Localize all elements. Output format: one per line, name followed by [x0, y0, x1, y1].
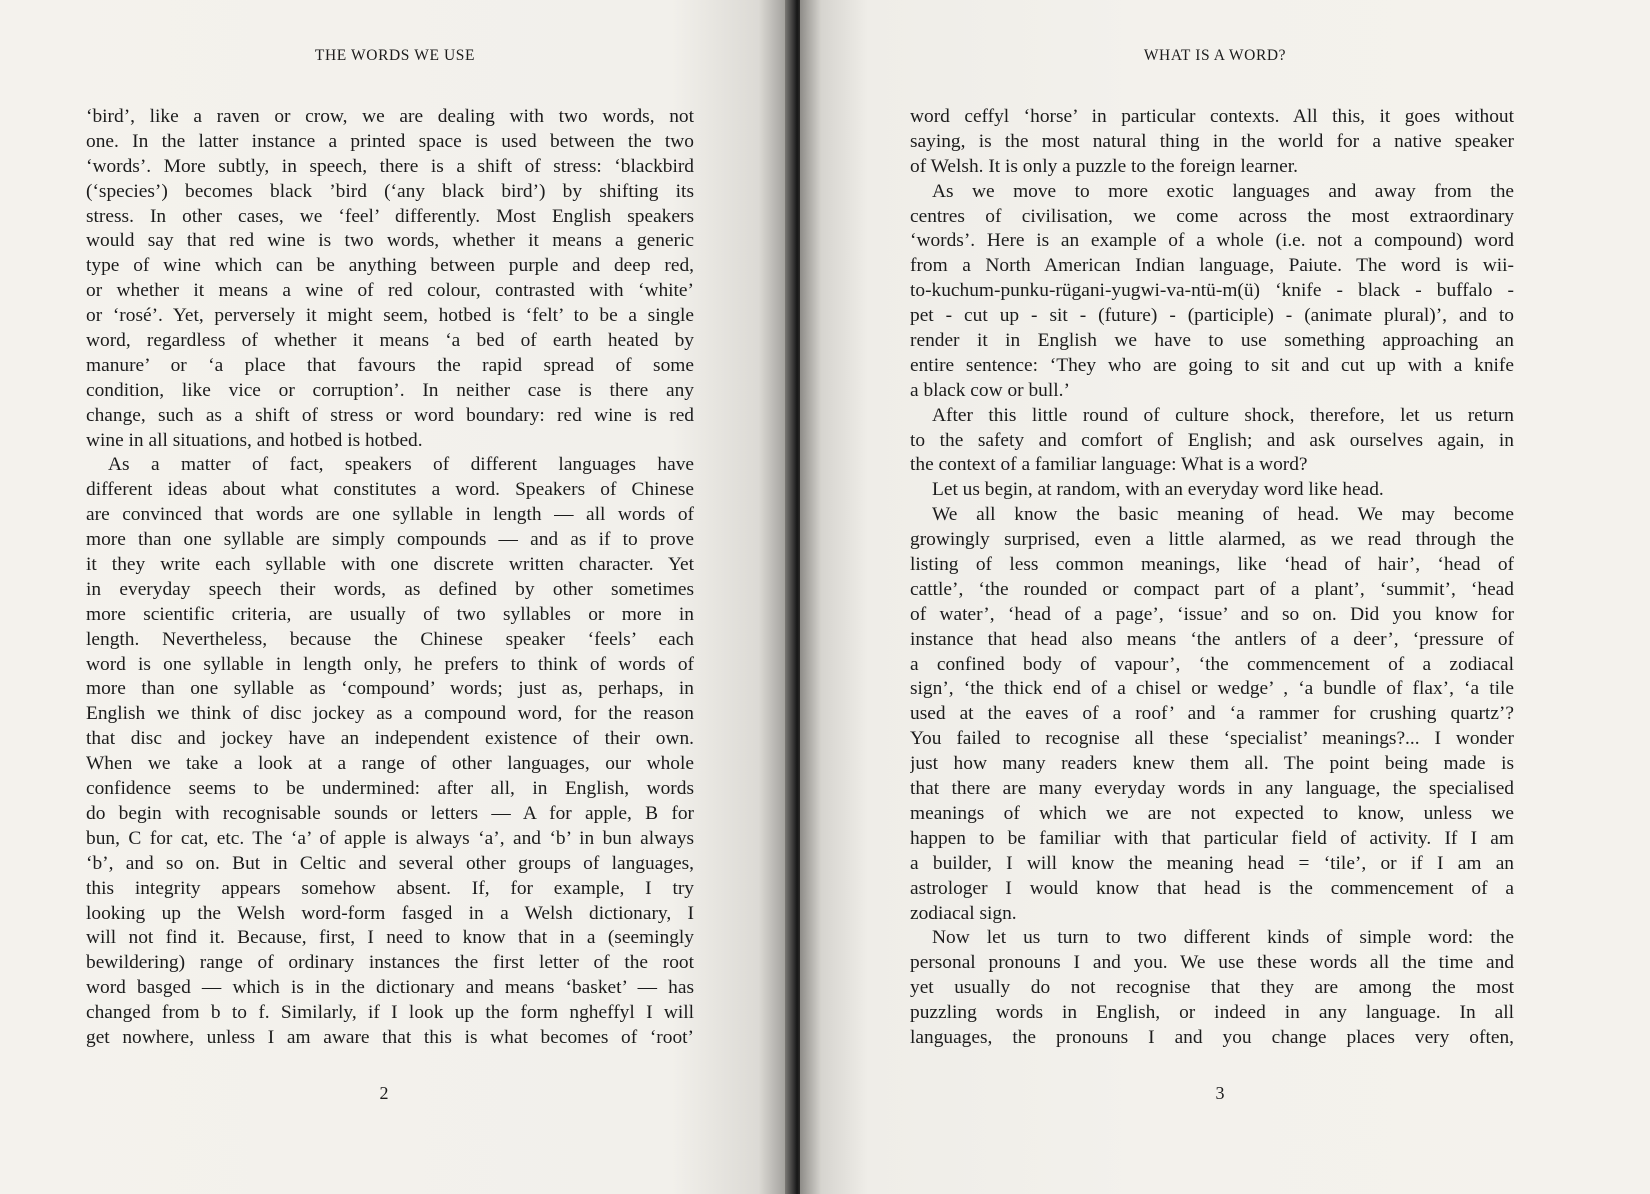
text-line: get nowhere, unless I am aware that this is what becomes of ‘root’ [86, 1026, 694, 1048]
text-line: changed from b to f. Similarly, if I look up the form ngheffyl I will [86, 1002, 694, 1024]
text-line: or whether it means a wine of red colour, contrasted with ‘white’ [86, 280, 694, 302]
text-line: languages, the pronouns I and you change places very often, [910, 1026, 1514, 1048]
text-line: instance that head also means ‘the antlers of a deer’, ‘pressure of [910, 628, 1514, 650]
text-line: ‘words’. More subtly, in speech, there is a shift of stress: ‘blackbird [86, 155, 694, 177]
text-line: bewildering) range of ordinary instances the first letter of the root [86, 952, 694, 974]
text-line: looking up the Welsh word-form fasged in a Welsh dictionary, I [86, 902, 694, 924]
text-line: or ‘rosé’. Yet, perversely it might seem, hotbed is ‘felt’ to be a single [86, 305, 694, 327]
text-line: After this little round of culture shock, therefore, let us return [932, 404, 1514, 426]
text-line: condition, like vice or corruption’. In neither case is there any [86, 379, 694, 401]
text-line: ‘words’. Here is an example of a whole (i.e. not a compound) word [910, 230, 1514, 252]
text-line: happen to be familiar with that particular field of activity. If I am [910, 827, 1514, 849]
text-line: wine in all situations, and hotbed is hotbed. [86, 429, 423, 451]
text-line: of Welsh. It is only a puzzle to the foreign learner. [910, 155, 1298, 177]
text-line: more than one syllable are simply compounds — and as if to prove [86, 529, 694, 551]
text-line: sign’, ‘the thick end of a chisel or wedge’ , ‘a bundle of flax’, ‘a tile [910, 678, 1514, 700]
text-line: to-kuchum-punku-rügani-yugwi-va-ntü-m(ü) ‘knife - black - buffalo - [910, 280, 1514, 302]
text-line: different ideas about what constitutes a word. Speakers of Chinese [86, 479, 694, 501]
text-line: ‘bird’, like a raven or crow, we are dealing with two words, not [86, 106, 694, 127]
right-page-text [910, 105, 1514, 1051]
text-line: a confined body of vapour’, ‘the commencement of a zodiacal [910, 653, 1514, 675]
page-number-right: 3 [1215, 1083, 1225, 1103]
left-page-text [86, 105, 694, 1051]
text-line: English we think of disc jockey as a compound word, for the reason [86, 703, 694, 725]
right-page [800, 0, 1650, 1194]
text-line: a black cow or bull.’ [910, 379, 1070, 401]
text-line: are convinced that words are one syllable in length — all words of [86, 504, 694, 526]
text-line: more than one syllable as ‘compound’ words; just as, perhaps, in [86, 678, 694, 700]
text-line: word basged — which is in the dictionary and means ‘basket’ — has [86, 977, 694, 999]
text-line: astrologer I would know that head is the commencement of a [910, 877, 1514, 899]
text-line: yet usually do not recognise that they are among the most [910, 977, 1514, 999]
text-line: a builder, I will know the meaning head = ‘tile’, or if I am an [910, 852, 1514, 874]
text-line: the context of a familiar language: What is a word? [910, 454, 1308, 476]
left-page [0, 0, 790, 1194]
text-line: one. In the latter instance a printed space is used between the two [86, 130, 694, 152]
text-line: that there are many everyday words in any language, the specialised [910, 778, 1514, 800]
text-line: confidence seems to be undermined: after all, in English, words [86, 778, 694, 800]
text-line: will not find it. Because, first, I need to know that in a (seemingly [86, 927, 694, 949]
text-line: entire sentence: ‘They who are going to sit and cut up with a knife [910, 354, 1514, 376]
text-line: saying, is the most natural thing in the world for a native speaker [910, 130, 1514, 152]
text-line: listing of less common meanings, like ‘head of hair’, ‘head of [910, 554, 1514, 576]
text-line: ‘b’, and so on. But in Celtic and several other groups of languages, [86, 852, 694, 874]
text-line: it they write each syllable with one discrete written character. Yet [86, 554, 694, 576]
text-line: would say that red wine is two words, whether it means a generic [86, 230, 694, 252]
text-line: in everyday speech their words, as defined by other sometimes [86, 578, 694, 600]
text-line: change, such as a shift of stress or word boundary: red wine is red [86, 404, 694, 426]
text-line: centres of civilisation, we come across the most extraordinary [910, 205, 1514, 227]
text-line: growingly surprised, even a little alarmed, as we read through the [910, 529, 1514, 551]
text-line: cattle’, ‘the rounded or compact part of a plant’, ‘summit’, ‘head [910, 578, 1514, 600]
running-head-left: THE WORDS WE USE [314, 47, 476, 64]
text-line: Let us begin, at random, with an everyday word like head. [932, 479, 1384, 501]
text-line: We all know the basic meaning of head. We may become [932, 504, 1514, 526]
text-line: render it in English we have to use something approaching an [910, 330, 1514, 352]
text-line: type of wine which can be anything between purple and deep red, [86, 255, 694, 277]
text-line: length. Nevertheless, because the Chinese speaker ‘feels’ each [86, 628, 694, 650]
text-line: stress. In other cases, we ‘feel’ differently. Most English speakers [86, 205, 694, 227]
text-line: bun, C for cat, etc. The ‘a’ of apple is always ‘a’, and ‘b’ in bun always [86, 827, 694, 849]
text-line: When we take a look at a range of other languages, our whole [86, 753, 694, 775]
text-line: puzzling words in English, or indeed in any language. In all [910, 1002, 1514, 1024]
text-line: do begin with recognisable sounds or letters — A for apple, B for [86, 802, 694, 824]
text-line: word ceffyl ‘horse’ in particular contexts. All this, it goes without [910, 106, 1514, 127]
text-line: this integrity appears somehow absent. If, for example, I try [86, 877, 694, 899]
text-line: personal pronouns I and you. We use these words all the time and [910, 952, 1514, 974]
text-line: word, regardless of whether it means ‘a bed of earth heated by [86, 330, 694, 352]
running-head-right: WHAT IS A WORD? [1143, 47, 1287, 64]
text-line: more scientific criteria, are usually of two syllables or more in [86, 603, 694, 625]
text-line: As we move to more exotic languages and away from the [932, 180, 1514, 202]
text-line: used at the eaves of a roof’ and ‘a rammer for crushing quartz’? [910, 703, 1514, 725]
text-line: word is one syllable in length only, he prefers to think of words of [86, 653, 694, 675]
page-number-left: 2 [379, 1083, 389, 1103]
text-line: meanings of which we are not expected to know, unless we [910, 802, 1514, 824]
text-line: just how many readers knew them all. The point being made is [910, 753, 1514, 775]
text-line: zodiacal sign. [910, 902, 1017, 924]
text-line: of water’, ‘head of a page’, ‘issue’ and so on. Did you know for [910, 603, 1514, 625]
text-line: manure’ or ‘a place that favours the rapid spread of some [86, 354, 694, 376]
text-line: pet - cut up - sit - (future) - (participle) - (animate plural)’, and to [910, 305, 1514, 327]
text-line: As a matter of fact, speakers of different languages have [108, 454, 694, 476]
text-line: You failed to recognise all these ‘specialist’ meanings?... I wonder [910, 728, 1514, 750]
text-line: from a North American Indian language, Paiute. The word is wii- [910, 255, 1514, 277]
text-line: to the safety and comfort of English; and ask ourselves again, in [910, 429, 1514, 451]
text-line: that disc and jockey have an independent existence of their own. [86, 728, 694, 750]
text-line: Now let us turn to two different kinds of simple word: the [932, 927, 1514, 949]
text-line: (‘species’) becomes black ’bird (‘any black bird’) by shifting its [86, 180, 694, 202]
